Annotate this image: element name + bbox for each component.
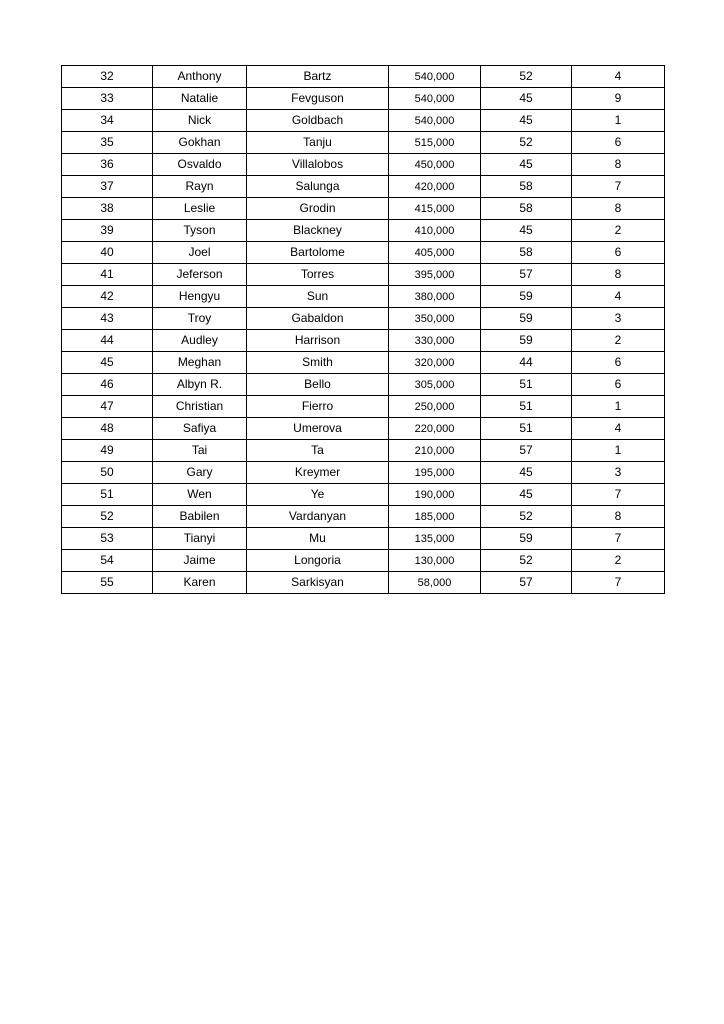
amount-cell: 185,000 (389, 506, 481, 528)
value-cell: 58 (481, 176, 572, 198)
row-number-cell: 47 (62, 396, 153, 418)
last-name-cell: Goldbach (247, 110, 389, 132)
score-cell: 8 (572, 264, 665, 286)
value-cell: 51 (481, 374, 572, 396)
last-name-cell: Smith (247, 352, 389, 374)
score-cell: 7 (572, 176, 665, 198)
last-name-cell: Vardanyan (247, 506, 389, 528)
row-number-cell: 39 (62, 220, 153, 242)
row-number-cell: 45 (62, 352, 153, 374)
last-name-cell: Grodin (247, 198, 389, 220)
score-cell: 7 (572, 528, 665, 550)
amount-cell: 540,000 (389, 88, 481, 110)
value-cell: 59 (481, 286, 572, 308)
row-number-cell: 48 (62, 418, 153, 440)
amount-cell: 320,000 (389, 352, 481, 374)
table-row (62, 572, 665, 594)
row-number-cell: 55 (62, 572, 153, 594)
value-cell: 58 (481, 198, 572, 220)
data-table (61, 65, 665, 594)
row-number-cell: 41 (62, 264, 153, 286)
table-row (62, 264, 665, 286)
amount-cell: 405,000 (389, 242, 481, 264)
amount-cell: 210,000 (389, 440, 481, 462)
amount-cell: 515,000 (389, 132, 481, 154)
first-name-cell: Osvaldo (153, 154, 247, 176)
last-name-cell: Harrison (247, 330, 389, 352)
amount-cell: 395,000 (389, 264, 481, 286)
last-name-cell: Villalobos (247, 154, 389, 176)
amount-cell: 190,000 (389, 484, 481, 506)
last-name-cell: Fierro (247, 396, 389, 418)
table-row (62, 220, 665, 242)
row-number-cell: 44 (62, 330, 153, 352)
value-cell: 52 (481, 550, 572, 572)
score-cell: 1 (572, 396, 665, 418)
last-name-cell: Ye (247, 484, 389, 506)
last-name-cell: Bello (247, 374, 389, 396)
row-number-cell: 52 (62, 506, 153, 528)
table-row (62, 176, 665, 198)
last-name-cell: Tanju (247, 132, 389, 154)
amount-cell: 350,000 (389, 308, 481, 330)
row-number-cell: 33 (62, 88, 153, 110)
table-row (62, 66, 665, 88)
table-row (62, 242, 665, 264)
value-cell: 57 (481, 440, 572, 462)
first-name-cell: Rayn (153, 176, 247, 198)
last-name-cell: Fevguson (247, 88, 389, 110)
first-name-cell: Christian (153, 396, 247, 418)
first-name-cell: Troy (153, 308, 247, 330)
score-cell: 6 (572, 352, 665, 374)
amount-cell: 250,000 (389, 396, 481, 418)
amount-cell: 540,000 (389, 110, 481, 132)
amount-cell: 415,000 (389, 198, 481, 220)
amount-cell: 195,000 (389, 462, 481, 484)
table-row (62, 484, 665, 506)
first-name-cell: Hengyu (153, 286, 247, 308)
last-name-cell: Sun (247, 286, 389, 308)
last-name-cell: Kreymer (247, 462, 389, 484)
table-row (62, 418, 665, 440)
first-name-cell: Nick (153, 110, 247, 132)
amount-cell: 220,000 (389, 418, 481, 440)
first-name-cell: Gokhan (153, 132, 247, 154)
first-name-cell: Babilen (153, 506, 247, 528)
amount-cell: 130,000 (389, 550, 481, 572)
first-name-cell: Karen (153, 572, 247, 594)
row-number-cell: 50 (62, 462, 153, 484)
score-cell: 6 (572, 132, 665, 154)
score-cell: 8 (572, 506, 665, 528)
amount-cell: 450,000 (389, 154, 481, 176)
score-cell: 8 (572, 198, 665, 220)
table-row (62, 110, 665, 132)
value-cell: 45 (481, 110, 572, 132)
amount-cell: 58,000 (389, 572, 481, 594)
score-cell: 2 (572, 330, 665, 352)
table-row (62, 88, 665, 110)
amount-cell: 135,000 (389, 528, 481, 550)
row-number-cell: 37 (62, 176, 153, 198)
value-cell: 45 (481, 484, 572, 506)
first-name-cell: Wen (153, 484, 247, 506)
first-name-cell: Jeferson (153, 264, 247, 286)
last-name-cell: Blackney (247, 220, 389, 242)
value-cell: 44 (481, 352, 572, 374)
amount-cell: 305,000 (389, 374, 481, 396)
row-number-cell: 51 (62, 484, 153, 506)
table-row (62, 440, 665, 462)
first-name-cell: Tai (153, 440, 247, 462)
score-cell: 6 (572, 374, 665, 396)
last-name-cell: Sarkisyan (247, 572, 389, 594)
first-name-cell: Gary (153, 462, 247, 484)
first-name-cell: Joel (153, 242, 247, 264)
table-row (62, 528, 665, 550)
value-cell: 45 (481, 88, 572, 110)
score-cell: 3 (572, 308, 665, 330)
score-cell: 7 (572, 572, 665, 594)
row-number-cell: 36 (62, 154, 153, 176)
score-cell: 9 (572, 88, 665, 110)
last-name-cell: Bartz (247, 66, 389, 88)
row-number-cell: 34 (62, 110, 153, 132)
table-row (62, 132, 665, 154)
score-cell: 4 (572, 418, 665, 440)
amount-cell: 420,000 (389, 176, 481, 198)
table-row (62, 154, 665, 176)
value-cell: 57 (481, 264, 572, 286)
last-name-cell: Ta (247, 440, 389, 462)
first-name-cell: Jaime (153, 550, 247, 572)
first-name-cell: Meghan (153, 352, 247, 374)
row-number-cell: 42 (62, 286, 153, 308)
first-name-cell: Audley (153, 330, 247, 352)
value-cell: 58 (481, 242, 572, 264)
last-name-cell: Longoria (247, 550, 389, 572)
first-name-cell: Tianyi (153, 528, 247, 550)
table-row (62, 330, 665, 352)
value-cell: 51 (481, 418, 572, 440)
score-cell: 4 (572, 66, 665, 88)
row-number-cell: 40 (62, 242, 153, 264)
value-cell: 52 (481, 506, 572, 528)
amount-cell: 380,000 (389, 286, 481, 308)
first-name-cell: Tyson (153, 220, 247, 242)
table-row (62, 352, 665, 374)
amount-cell: 540,000 (389, 66, 481, 88)
table-row (62, 396, 665, 418)
table-row (62, 286, 665, 308)
value-cell: 59 (481, 330, 572, 352)
first-name-cell: Safiya (153, 418, 247, 440)
value-cell: 45 (481, 220, 572, 242)
row-number-cell: 35 (62, 132, 153, 154)
value-cell: 59 (481, 528, 572, 550)
row-number-cell: 38 (62, 198, 153, 220)
score-cell: 1 (572, 440, 665, 462)
score-cell: 7 (572, 484, 665, 506)
score-cell: 1 (572, 110, 665, 132)
first-name-cell: Albyn R. (153, 374, 247, 396)
table-row (62, 308, 665, 330)
first-name-cell: Natalie (153, 88, 247, 110)
amount-cell: 330,000 (389, 330, 481, 352)
score-cell: 8 (572, 154, 665, 176)
first-name-cell: Leslie (153, 198, 247, 220)
last-name-cell: Bartolome (247, 242, 389, 264)
row-number-cell: 53 (62, 528, 153, 550)
table-row (62, 462, 665, 484)
score-cell: 4 (572, 286, 665, 308)
table-row (62, 374, 665, 396)
table-row (62, 506, 665, 528)
value-cell: 59 (481, 308, 572, 330)
value-cell: 51 (481, 396, 572, 418)
row-number-cell: 54 (62, 550, 153, 572)
last-name-cell: Salunga (247, 176, 389, 198)
table-row (62, 550, 665, 572)
value-cell: 57 (481, 572, 572, 594)
value-cell: 45 (481, 462, 572, 484)
first-name-cell: Anthony (153, 66, 247, 88)
row-number-cell: 32 (62, 66, 153, 88)
score-cell: 2 (572, 550, 665, 572)
last-name-cell: Umerova (247, 418, 389, 440)
last-name-cell: Torres (247, 264, 389, 286)
value-cell: 45 (481, 154, 572, 176)
row-number-cell: 46 (62, 374, 153, 396)
table-body (62, 66, 665, 594)
amount-cell: 410,000 (389, 220, 481, 242)
score-cell: 6 (572, 242, 665, 264)
score-cell: 3 (572, 462, 665, 484)
score-cell: 2 (572, 220, 665, 242)
row-number-cell: 49 (62, 440, 153, 462)
value-cell: 52 (481, 66, 572, 88)
last-name-cell: Mu (247, 528, 389, 550)
table-row (62, 198, 665, 220)
value-cell: 52 (481, 132, 572, 154)
last-name-cell: Gabaldon (247, 308, 389, 330)
row-number-cell: 43 (62, 308, 153, 330)
